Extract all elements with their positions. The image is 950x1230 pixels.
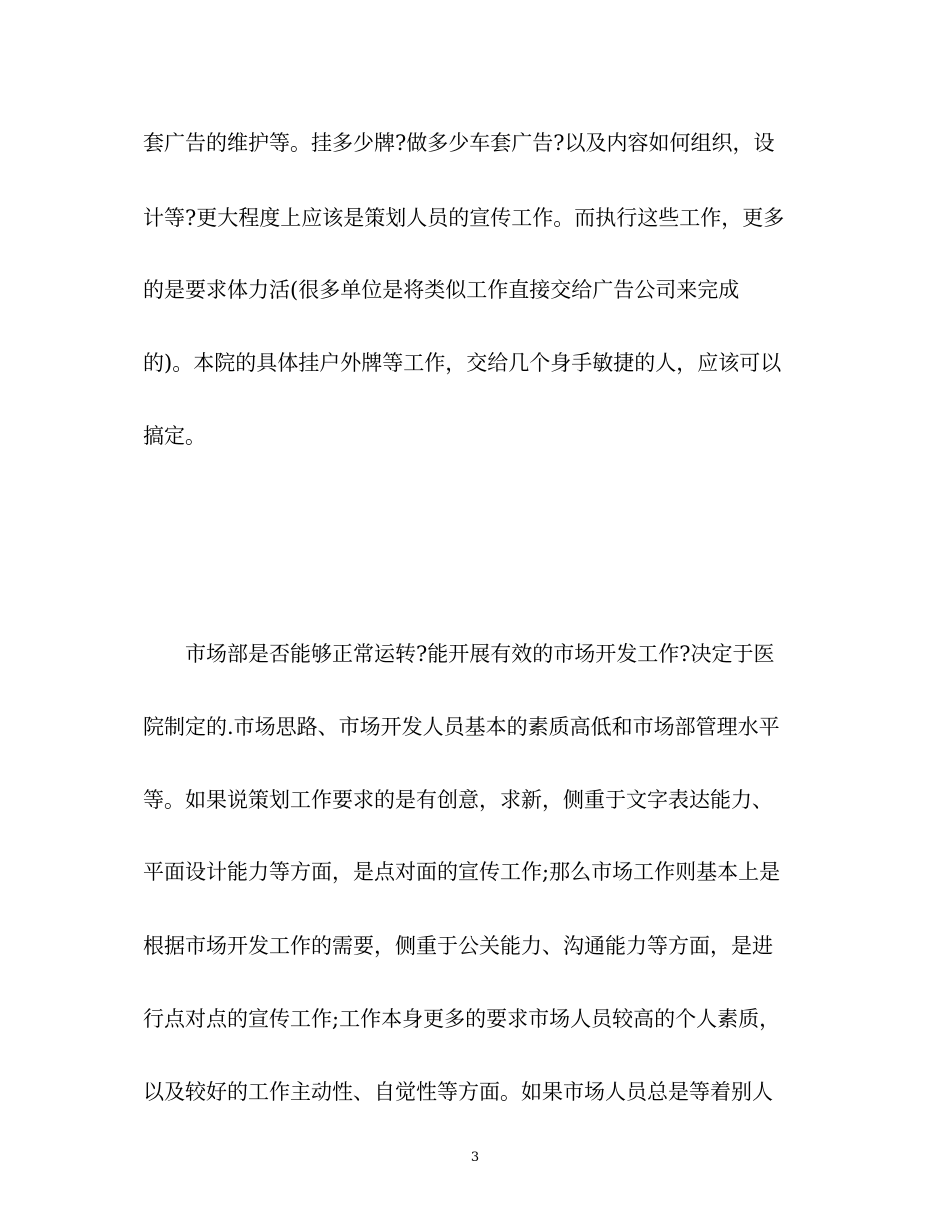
paragraph-line: 等。如果说策划工作要求的是有创意，求新，侧重于文字表达能力、 [143, 788, 773, 812]
paragraph-line: 平面设计能力等方面，是点对面的宣传工作;那么市场工作则基本上是 [143, 860, 781, 884]
paragraph-line: 套广告的维护等。挂多少牌?做多少车套广告?以及内容如何组织，设 [143, 131, 775, 155]
paragraph-line: 的)。本院的具体挂户外牌等工作，交给几个身手敏捷的人，应该可以 [143, 351, 782, 375]
paragraph-line: 市场部是否能够正常运转?能开展有效的市场开发工作?决定于医 [185, 642, 775, 666]
paragraph-line: 根据市场开发工作的需要，侧重于公关能力、沟通能力等方面，是进 [143, 934, 773, 958]
paragraph-line: 计等?更大程度上应该是策划人员的宣传工作。而执行这些工作，更多 [143, 206, 785, 230]
page-number: 3 [470, 1150, 480, 1165]
paragraph-line: 以及较好的工作主动性、自觉性等方面。如果市场人员总是等着别人 [143, 1080, 773, 1104]
paragraph-line: 搞定。 [143, 424, 206, 448]
paragraph-line: 院制定的.市场思路、市场开发人员基本的素质高低和市场部管理水平 [143, 715, 780, 739]
paragraph-line: 的是要求体力活(很多单位是将类似工作直接交给广告公司来完成 [143, 278, 740, 302]
paragraph-line: 行点对点的宣传工作;工作本身更多的要求市场人员较高的个人素质， [143, 1007, 781, 1031]
